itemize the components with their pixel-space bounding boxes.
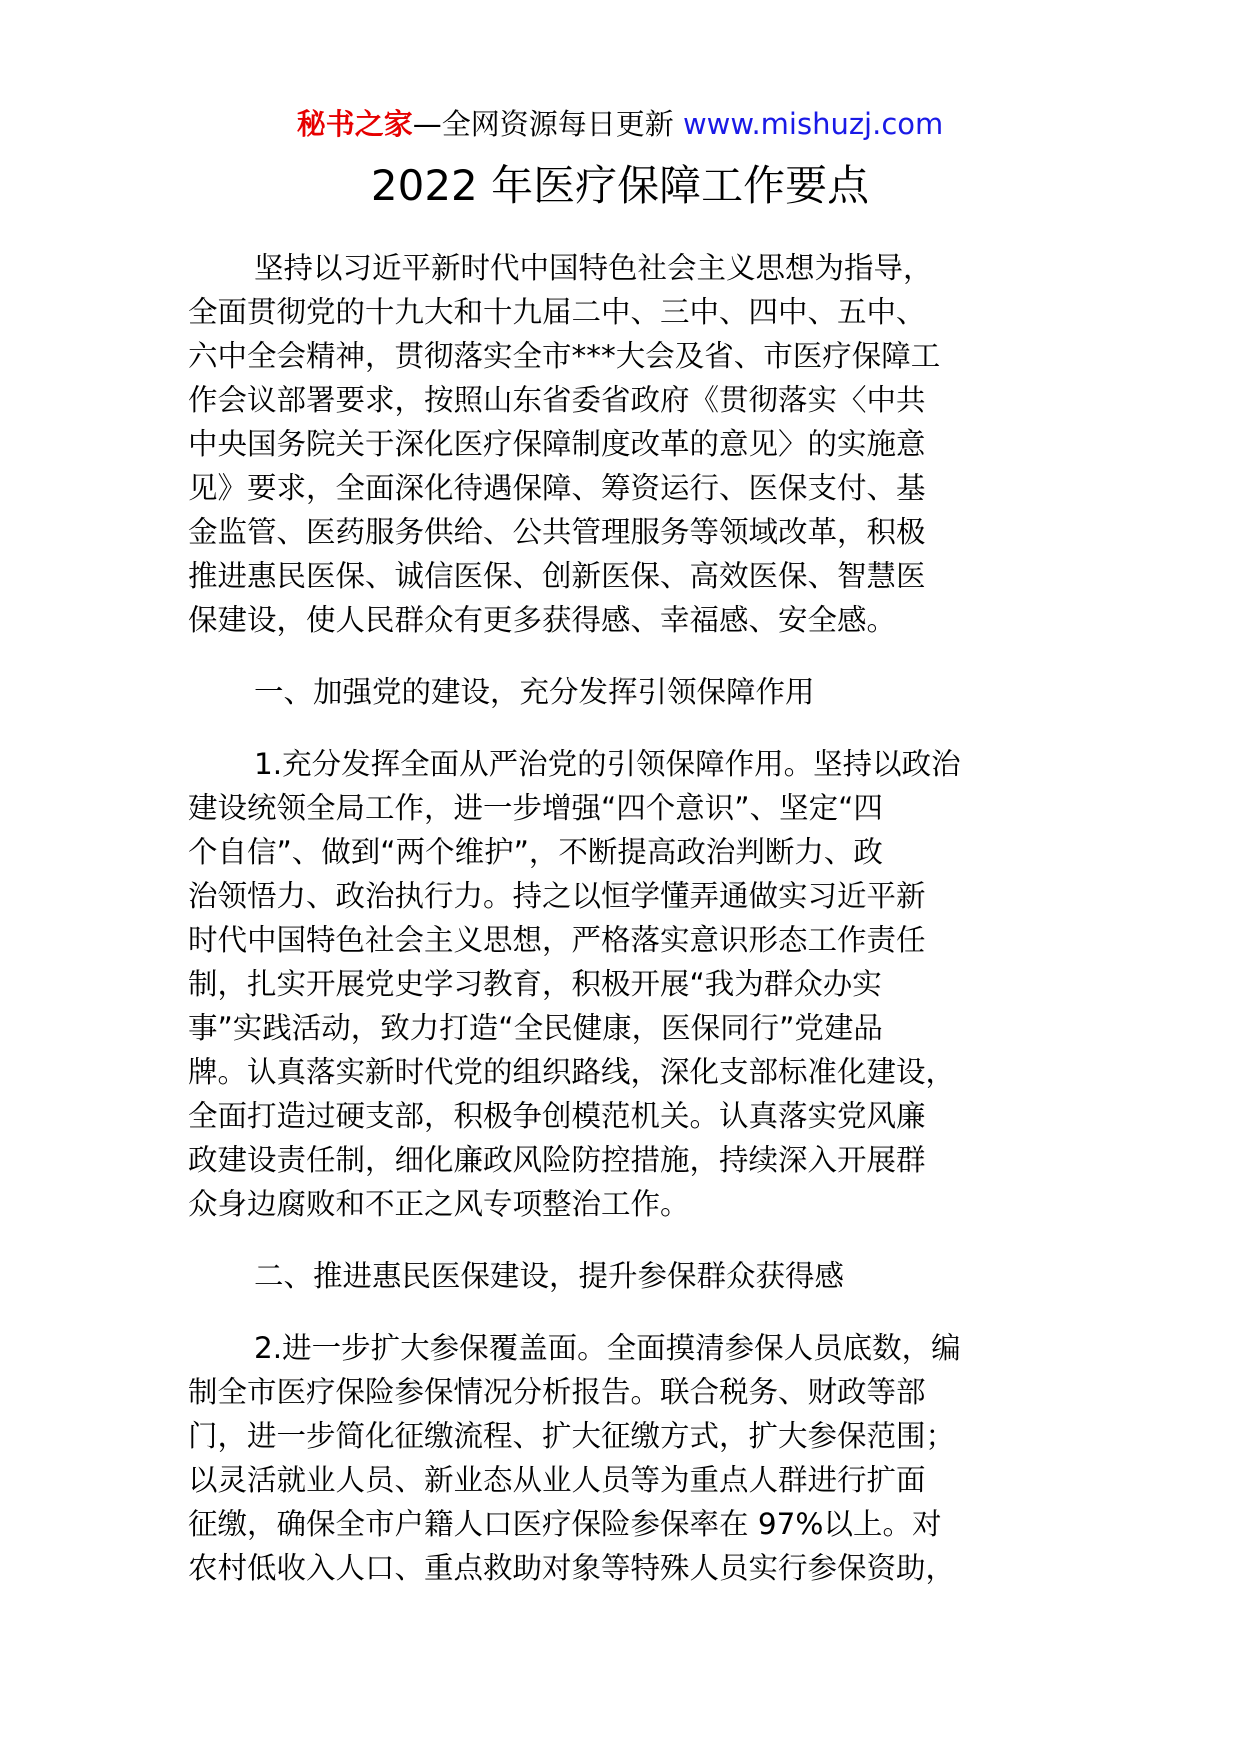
item-paragraph-2 — [188, 1326, 1056, 1590]
text-line: 见》要求，全面深化待遇保障、筹资运行、医保支付、基 — [188, 471, 926, 505]
intro-paragraph — [188, 246, 1056, 642]
text-line: 事”实践活动，致力打造“全民健康，医保同行”党建品 — [188, 1011, 883, 1045]
text-line: 农村低收入人口、重点救助对象等特殊人员实行参保资助， — [188, 1551, 956, 1585]
text-line: 建设统领全局工作，进一步增强“四个意识”、坚定“四 — [188, 791, 883, 825]
text-line: 治领悟力、政治执行力。持之以恒学懂弄通做实习近平新 — [188, 879, 926, 913]
text-line: 征缴，确保全市户籍人口医疗保险参保率在 97%以上。对 — [188, 1507, 942, 1541]
text-line: 作会议部署要求，按照山东省委省政府《贯彻落实〈中共 — [188, 383, 926, 417]
text-line: 六中全会精神，贯彻落实全市***大会及省、市医疗保障工 — [188, 339, 941, 373]
text-line: 制，扎实开展党史学习教育，积极开展“我为群众办实 — [188, 967, 882, 1001]
text-line: 门，进一步简化征缴流程、扩大征缴方式，扩大参保范围； — [188, 1419, 956, 1453]
text-line: 保建设，使人民群众有更多获得感、幸福感、安全感。 — [188, 603, 897, 637]
text-line: 金监管、医药服务供给、公共管理服务等领域改革，积极 — [188, 515, 926, 549]
brand-name: 秘书之家 — [296, 107, 413, 141]
text-line: 2.进一步扩大参保覆盖面。全面摸清参保人员底数，编 — [254, 1331, 961, 1365]
text-line: 以灵活就业人员、新业态从业人员等为重点人群进行扩面 — [188, 1463, 926, 1497]
text-line: 坚持以习近平新时代中国特色社会主义思想为指导， — [254, 251, 933, 285]
document-title: 2022 年医疗保障工作要点 — [370, 161, 870, 210]
text-line: 1.充分发挥全面从严治党的引领保障作用。坚持以政治 — [254, 747, 961, 781]
text-line: 众身边腐败和不正之风专项整治工作。 — [188, 1187, 690, 1221]
item-paragraph-1 — [188, 742, 1056, 1226]
site-slogan: —全网资源每日更新 — [412, 107, 683, 141]
site-url-link[interactable]: www.mishuzj.com — [682, 107, 944, 141]
text-line: 推进惠民医保、诚信医保、创新医保、高效医保、智慧医 — [188, 559, 926, 593]
site-header — [0, 104, 1240, 144]
text-line: 全面打造过硬支部，积极争创模范机关。认真落实党风廉 — [188, 1099, 926, 1133]
text-line: 个自信”、做到“两个维护”，不断提高政治判断力、政 — [188, 835, 883, 869]
section-heading-1: 一、加强党的建设，充分发挥引领保障作用 — [254, 675, 815, 709]
text-line: 政建设责任制，细化廉政风险防控措施，持续深入开展群 — [188, 1143, 926, 1177]
text-line: 中央国务院关于深化医疗保障制度改革的意见〉的实施意 — [188, 427, 926, 461]
text-line: 牌。认真落实新时代党的组织路线，深化支部标准化建设， — [188, 1055, 956, 1089]
section-heading-2: 二、推进惠民医保建设，提升参保群众获得感 — [254, 1259, 845, 1293]
document-body — [188, 246, 1056, 1590]
text-line: 制全市医疗保险参保情况分析报告。联合税务、财政等部 — [188, 1375, 926, 1409]
text-line: 时代中国特色社会主义思想，严格落实意识形态工作责任 — [188, 923, 926, 957]
text-line: 全面贯彻党的十九大和十九届二中、三中、四中、五中、 — [188, 295, 926, 329]
